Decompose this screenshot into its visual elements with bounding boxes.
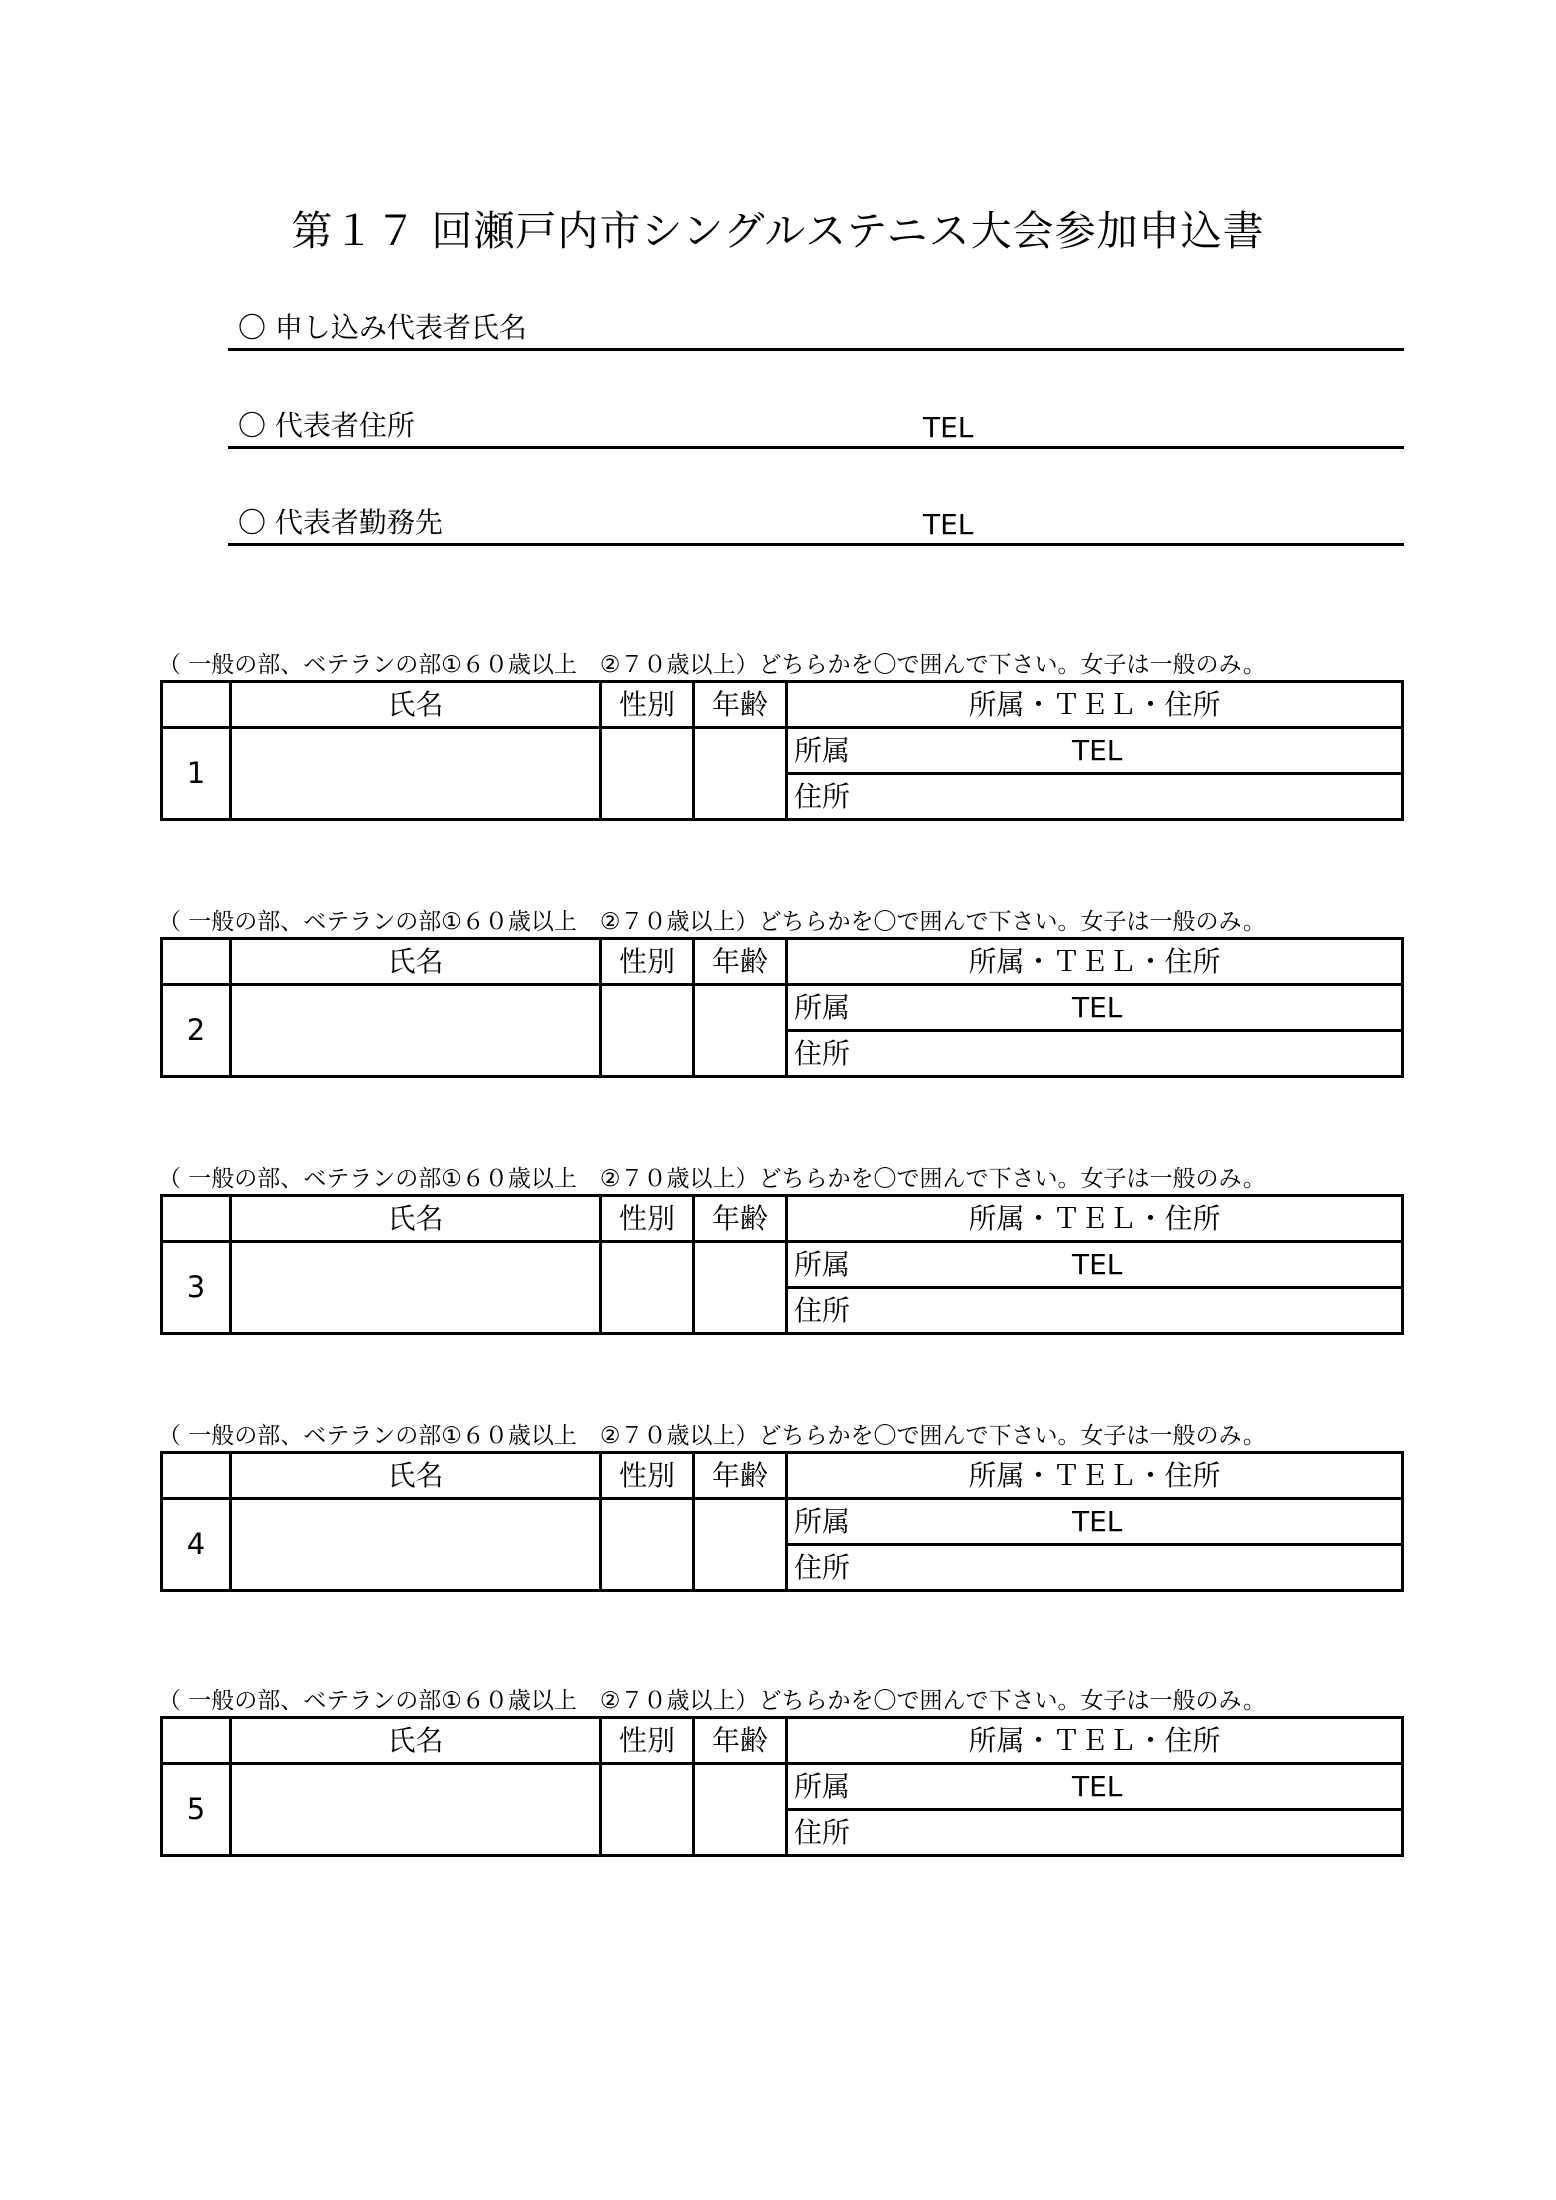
entry-number: 2	[162, 985, 231, 1077]
gender-cell[interactable]	[601, 985, 694, 1077]
gender-header: 性別	[601, 939, 694, 985]
affiliation-label: 所属	[794, 1770, 851, 1803]
page-title: 第１７ 回瀬戸内市シングルステニス大会参加申込書	[291, 207, 1265, 255]
representative-work-tel-label: TEL	[923, 508, 974, 541]
name-header: 氏名	[231, 1196, 601, 1242]
affiliation-cell[interactable]	[787, 728, 1403, 774]
address-cell[interactable]	[787, 1810, 1403, 1856]
entry-number-header	[162, 1453, 231, 1499]
age-cell[interactable]	[694, 1242, 787, 1334]
affiliation-cell[interactable]	[787, 985, 1403, 1031]
affiliation-header: 所属・ＴＥＬ・住所	[787, 1453, 1403, 1499]
tel-label: TEL	[1072, 1248, 1123, 1281]
entry-table	[160, 1451, 1404, 1592]
representative-address-field[interactable]	[228, 406, 1404, 449]
division-note: （ 一般の部、ベテランの部①６０歳以上 ②７０歳以上）どちらかを〇で囲んで下さい。女子は一般のみ。	[158, 652, 1266, 678]
age-cell[interactable]	[694, 985, 787, 1077]
age-cell[interactable]	[694, 728, 787, 820]
affiliation-header: 所属・ＴＥＬ・住所	[787, 682, 1403, 728]
age-cell[interactable]	[694, 1764, 787, 1856]
entry-table	[160, 1194, 1404, 1335]
affiliation-cell[interactable]	[787, 1499, 1403, 1545]
gender-header: 性別	[601, 1196, 694, 1242]
address-label: 住所	[794, 1816, 851, 1849]
age-header: 年齢	[694, 1196, 787, 1242]
age-header: 年齢	[694, 1453, 787, 1499]
tel-label: TEL	[1072, 1505, 1123, 1538]
name-header: 氏名	[231, 1453, 601, 1499]
address-cell[interactable]	[787, 774, 1403, 820]
affiliation-header: 所属・ＴＥＬ・住所	[787, 939, 1403, 985]
affiliation-label: 所属	[794, 1248, 851, 1281]
address-label: 住所	[794, 1037, 851, 1070]
name-cell[interactable]	[231, 1499, 601, 1591]
division-note: （ 一般の部、ベテランの部①６０歳以上 ②７０歳以上）どちらかを〇で囲んで下さい。女子は一般のみ。	[158, 909, 1266, 935]
address-label: 住所	[794, 780, 851, 813]
representative-work-field[interactable]	[228, 503, 1404, 546]
entry-table	[160, 680, 1404, 821]
age-header: 年齢	[694, 682, 787, 728]
entry-number-header	[162, 939, 231, 985]
tel-label: TEL	[1072, 734, 1123, 767]
address-cell[interactable]	[787, 1031, 1403, 1077]
gender-cell[interactable]	[601, 1764, 694, 1856]
name-header: 氏名	[231, 682, 601, 728]
address-label: 住所	[794, 1294, 851, 1327]
division-note: （ 一般の部、ベテランの部①６０歳以上 ②７０歳以上）どちらかを〇で囲んで下さい。女子は一般のみ。	[158, 1688, 1266, 1714]
gender-header: 性別	[601, 682, 694, 728]
representative-address-label: 〇 代表者住所	[238, 409, 415, 442]
gender-cell[interactable]	[601, 728, 694, 820]
entry-number-header	[162, 1718, 231, 1764]
affiliation-cell[interactable]	[787, 1764, 1403, 1810]
entry-number: 1	[162, 728, 231, 820]
tel-label: TEL	[1072, 1770, 1123, 1803]
age-cell[interactable]	[694, 1499, 787, 1591]
name-header: 氏名	[231, 1718, 601, 1764]
affiliation-header: 所属・ＴＥＬ・住所	[787, 1196, 1403, 1242]
gender-cell[interactable]	[601, 1242, 694, 1334]
entry-number-header	[162, 1196, 231, 1242]
representative-address-tel-label: TEL	[923, 411, 974, 444]
representative-name-label: 〇 申し込み代表者氏名	[238, 311, 527, 344]
name-cell[interactable]	[231, 1242, 601, 1334]
entry-number: 5	[162, 1764, 231, 1856]
age-header: 年齢	[694, 1718, 787, 1764]
representative-work-label: 〇 代表者勤務先	[238, 506, 443, 539]
entry-number: 4	[162, 1499, 231, 1591]
affiliation-label: 所属	[794, 991, 851, 1024]
affiliation-header: 所属・ＴＥＬ・住所	[787, 1718, 1403, 1764]
gender-header: 性別	[601, 1718, 694, 1764]
address-cell[interactable]	[787, 1288, 1403, 1334]
representative-name-field[interactable]	[228, 308, 1404, 351]
division-note: （ 一般の部、ベテランの部①６０歳以上 ②７０歳以上）どちらかを〇で囲んで下さい。女子は一般のみ。	[158, 1166, 1266, 1192]
name-cell[interactable]	[231, 1764, 601, 1856]
gender-cell[interactable]	[601, 1499, 694, 1591]
gender-header: 性別	[601, 1453, 694, 1499]
address-cell[interactable]	[787, 1545, 1403, 1591]
address-label: 住所	[794, 1551, 851, 1584]
affiliation-label: 所属	[794, 734, 851, 767]
entry-number: 3	[162, 1242, 231, 1334]
division-note: （ 一般の部、ベテランの部①６０歳以上 ②７０歳以上）どちらかを〇で囲んで下さい。女子は一般のみ。	[158, 1423, 1266, 1449]
name-cell[interactable]	[231, 728, 601, 820]
tel-label: TEL	[1072, 991, 1123, 1024]
entry-table	[160, 1716, 1404, 1857]
entry-table	[160, 937, 1404, 1078]
affiliation-label: 所属	[794, 1505, 851, 1538]
affiliation-cell[interactable]	[787, 1242, 1403, 1288]
entry-number-header	[162, 682, 231, 728]
age-header: 年齢	[694, 939, 787, 985]
name-cell[interactable]	[231, 985, 601, 1077]
name-header: 氏名	[231, 939, 601, 985]
